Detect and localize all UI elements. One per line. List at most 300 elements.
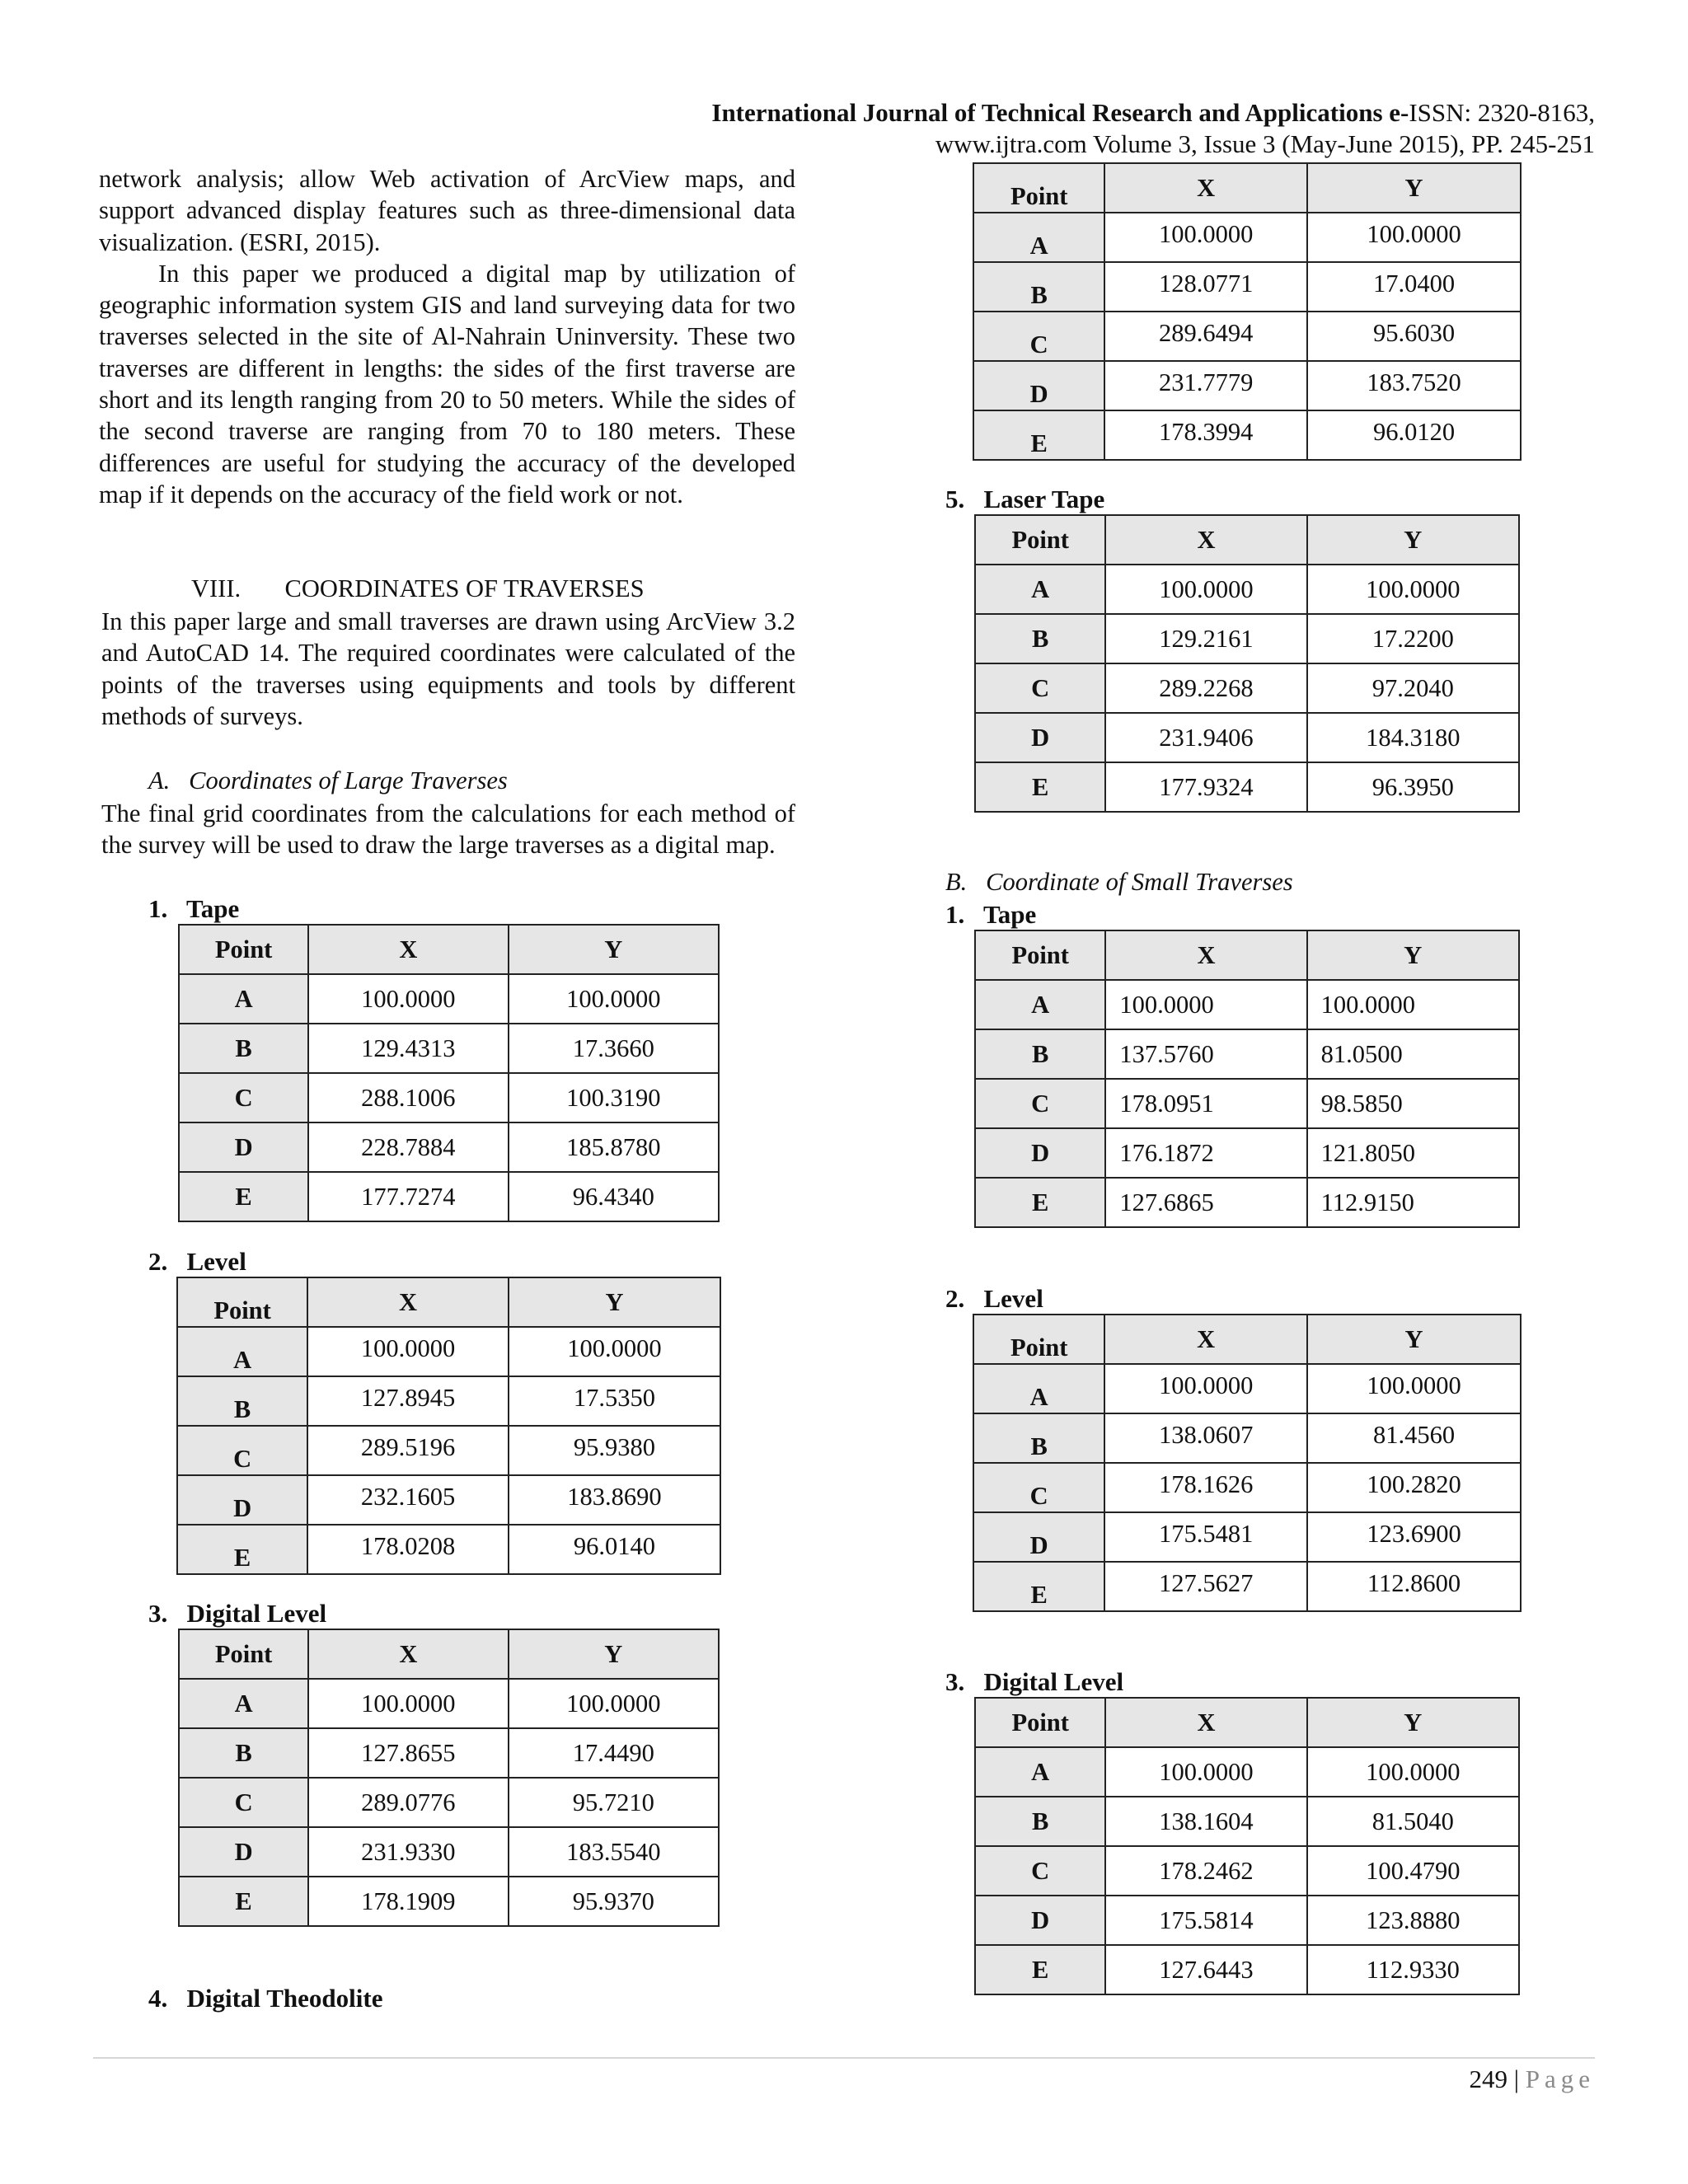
table-row: [179, 1024, 719, 1073]
coordinate-value: 228.7884: [361, 1132, 456, 1161]
label-large-level: 2. Level: [148, 1247, 246, 1276]
column-header-y: [1307, 930, 1519, 980]
point-cell: [975, 1128, 1105, 1178]
point-cell: [177, 1426, 307, 1475]
point-label: C: [1031, 1856, 1050, 1885]
point-label: C: [234, 1083, 253, 1112]
y-value-cell: [1307, 1364, 1521, 1413]
point-label: A: [1031, 574, 1050, 603]
y-value-cell: [1307, 213, 1521, 262]
x-value-cell: [1104, 410, 1307, 460]
y-value-cell: [509, 1327, 720, 1376]
y-value-cell: [1307, 1797, 1519, 1846]
left-column-text-top: [99, 163, 795, 510]
coordinate-value: 138.1604: [1159, 1807, 1254, 1835]
coordinate-value: 289.2268: [1159, 673, 1254, 702]
coordinate-value: 98.5850: [1320, 1089, 1403, 1118]
column-header-y: [1307, 515, 1519, 565]
y-value-cell: [1307, 1512, 1521, 1562]
table-row: [973, 1562, 1521, 1611]
coordinate-value: 123.8880: [1366, 1905, 1461, 1934]
point-cell: [179, 1728, 308, 1778]
coordinate-value: 185.8780: [566, 1132, 661, 1161]
x-value-cell: [308, 1024, 508, 1073]
column-header-y: [1307, 1698, 1519, 1747]
table-row: [179, 1122, 719, 1172]
column-header-x: [1105, 515, 1306, 565]
column-header-label: Y: [604, 1639, 623, 1668]
journal-title: International Journal of Technical Research and Applications e-: [711, 98, 1409, 127]
x-value-cell: [1105, 1846, 1306, 1896]
y-value-cell: [1307, 262, 1521, 312]
column-header-point: [177, 1277, 307, 1327]
table-row: [179, 1778, 719, 1827]
coordinate-value: 183.8690: [567, 1483, 662, 1511]
point-cell: [177, 1525, 307, 1574]
y-value-cell: [1307, 1846, 1519, 1896]
y-value-cell: [1307, 713, 1519, 762]
point-label: C: [234, 1788, 253, 1816]
y-value-cell: [509, 1426, 720, 1475]
coordinate-value: 183.5540: [566, 1837, 661, 1866]
label-large-digital-theodolite: 4. Digital Theodolite: [148, 1984, 383, 2013]
x-value-cell: [1104, 262, 1307, 312]
y-value-cell: [1307, 1413, 1521, 1463]
coordinate-value: 100.0000: [566, 984, 661, 1013]
column-header-point: [975, 1698, 1105, 1747]
coordinate-value: 95.7210: [572, 1788, 654, 1816]
coordinate-value: 100.0000: [1159, 574, 1254, 603]
column-header-label: Point: [1011, 940, 1069, 969]
point-cell: [975, 1896, 1105, 1945]
coordinate-value: 100.0000: [361, 1689, 456, 1718]
table-row: [973, 312, 1521, 361]
left-column-text-lower: [101, 798, 795, 861]
column-header-x: [308, 925, 508, 974]
column-header-x: [307, 1277, 509, 1327]
y-value-cell: [1307, 980, 1519, 1029]
x-value-cell: [308, 1827, 508, 1877]
column-header-point: [179, 925, 308, 974]
x-value-cell: [1105, 762, 1306, 812]
point-cell: [973, 361, 1104, 410]
y-value-cell: [1307, 1945, 1519, 1994]
section-number: VIII.: [191, 574, 241, 602]
coordinate-value: 289.6494: [1159, 319, 1254, 347]
coordinate-value: 100.0000: [567, 1334, 662, 1362]
point-label: E: [233, 1543, 251, 1572]
coordinate-value: 17.0400: [1372, 269, 1456, 298]
column-header-label: X: [399, 1287, 418, 1316]
paragraph-1: network analysis; allow Web activation of ArcView maps, and support advanced display features such as three-dimensional data visualization. (ESRI, 2015).: [99, 165, 795, 256]
coordinate-value: 289.0776: [361, 1788, 456, 1816]
x-value-cell: [1105, 1747, 1306, 1797]
coordinate-value: 178.0208: [360, 1532, 456, 1560]
coordinate-value: 231.9406: [1159, 723, 1254, 752]
point-label: A: [233, 1345, 252, 1374]
x-value-cell: [1105, 663, 1306, 713]
x-value-cell: [1105, 1945, 1306, 1994]
coordinate-value: 17.5350: [573, 1384, 656, 1412]
coordinate-value: 112.9330: [1366, 1955, 1460, 1984]
table-row: [179, 1172, 719, 1221]
column-header-y: [1307, 163, 1521, 213]
page-separator: |: [1513, 2064, 1519, 2093]
table-row: [973, 262, 1521, 312]
y-value-cell: [509, 1679, 719, 1728]
y-value-cell: [1307, 762, 1519, 812]
x-value-cell: [1105, 1029, 1306, 1079]
label-large-tape: 1. Tape: [148, 894, 240, 923]
y-value-cell: [1307, 565, 1519, 614]
column-header-label: Point: [1010, 1333, 1068, 1361]
coordinate-value: 175.5814: [1159, 1905, 1254, 1934]
point-label: B: [233, 1394, 251, 1423]
coordinate-value: 127.8945: [360, 1384, 456, 1412]
point-cell: [975, 762, 1105, 812]
table-header-row: [179, 1629, 719, 1679]
table-row: [973, 1512, 1521, 1562]
coordinate-value: 100.0000: [566, 1689, 661, 1718]
x-value-cell: [1105, 614, 1306, 663]
y-value-cell: [509, 1827, 719, 1877]
point-cell: [179, 1024, 308, 1073]
coordinate-value: 183.7520: [1367, 368, 1461, 396]
section-heading-viii: [191, 574, 645, 603]
coordinate-value: 121.8050: [1320, 1138, 1415, 1167]
coordinate-value: 231.7779: [1159, 368, 1254, 396]
coordinate-value: 184.3180: [1366, 723, 1461, 752]
column-header-point: [973, 1315, 1104, 1364]
point-cell: [975, 663, 1105, 713]
x-value-cell: [308, 1172, 508, 1221]
subsection-a-title: Coordinates of Large Traverses: [189, 766, 508, 794]
point-label: A: [1031, 990, 1050, 1019]
table-row: [975, 1747, 1519, 1797]
coordinate-value: 100.0000: [1320, 990, 1415, 1019]
page-number-value: 249: [1469, 2064, 1508, 2093]
column-header-label: X: [399, 935, 418, 963]
point-label: E: [1030, 429, 1048, 457]
coordinate-value: 127.5627: [1159, 1569, 1254, 1597]
section-title: COORDINATES OF TRAVERSES: [284, 574, 645, 602]
y-value-cell: [509, 1525, 720, 1574]
x-value-cell: [1105, 1178, 1306, 1227]
coordinate-value: 289.5196: [360, 1433, 456, 1461]
y-value-cell: [509, 1073, 719, 1122]
coordinate-value: 95.9380: [573, 1433, 656, 1461]
label-small-level: 2. Level: [945, 1284, 1043, 1313]
subsection-b-title: Coordinate of Small Traverses: [986, 868, 1293, 896]
coordinate-value: 175.5481: [1159, 1520, 1254, 1548]
point-label: A: [1031, 1757, 1050, 1786]
x-value-cell: [1105, 1797, 1306, 1846]
point-label: C: [1031, 673, 1050, 702]
x-value-cell: [1104, 1512, 1307, 1562]
footer-rule: [93, 2057, 1595, 2059]
coordinate-value: 178.0951: [1119, 1089, 1214, 1118]
point-cell: [179, 974, 308, 1024]
point-label: D: [234, 1837, 253, 1866]
paragraph-3: In this paper large and small traverses are drawn using ArcView 3.2 and AutoCAD 14. The required coordinates were calculated of the points of the traverses using equipments and tools by different methods of surveys.: [101, 607, 795, 730]
point-cell: [973, 1413, 1104, 1463]
column-header-label: Point: [213, 1296, 271, 1324]
table-row: [179, 1073, 719, 1122]
column-header-point: [179, 1629, 308, 1679]
coordinate-value: 129.2161: [1159, 624, 1254, 653]
point-label: E: [1032, 1188, 1049, 1216]
point-label: B: [1030, 280, 1048, 309]
y-value-cell: [1307, 312, 1521, 361]
coordinate-value: 178.1626: [1159, 1470, 1254, 1498]
left-column-text-mid: [101, 606, 795, 732]
table-row: [179, 974, 719, 1024]
y-value-cell: [1307, 1896, 1519, 1945]
point-cell: [975, 1029, 1105, 1079]
column-header-point: [973, 163, 1104, 213]
coordinate-value: 96.0120: [1372, 418, 1456, 446]
point-cell: [177, 1475, 307, 1525]
x-value-cell: [1104, 312, 1307, 361]
coordinate-value: 231.9330: [361, 1837, 456, 1866]
y-value-cell: [1307, 1029, 1519, 1079]
coordinate-value: 176.1872: [1119, 1138, 1214, 1167]
column-header-label: Y: [1404, 940, 1423, 969]
table-row: [973, 1364, 1521, 1413]
column-header-label: Point: [1011, 1708, 1069, 1736]
point-cell: [973, 410, 1104, 460]
coordinate-value: 123.6900: [1367, 1520, 1461, 1548]
coordinate-value: 81.5040: [1372, 1807, 1454, 1835]
subsection-b-heading: [945, 868, 1293, 897]
coordinate-value: 100.0000: [1159, 1371, 1254, 1399]
point-cell: [179, 1073, 308, 1122]
coordinate-value: 96.4340: [572, 1182, 654, 1211]
y-value-cell: [509, 1778, 719, 1827]
point-label: E: [1032, 772, 1049, 801]
column-header-x: [1105, 1698, 1306, 1747]
point-label: A: [234, 984, 253, 1013]
table-header-row: [975, 1698, 1519, 1747]
table-row: [177, 1376, 720, 1426]
y-value-cell: [1307, 614, 1519, 663]
column-header-label: Y: [605, 1287, 624, 1316]
point-cell: [973, 1463, 1104, 1512]
journal-header-line-2: www.ijtra.com Volume 3, Issue 3 (May-June 2015), PP. 245-251: [935, 129, 1595, 158]
table-small-digital-level: [974, 1697, 1520, 1995]
table-row: [975, 565, 1519, 614]
point-label: D: [1031, 1905, 1050, 1934]
column-header-label: X: [1197, 1324, 1216, 1353]
table-header-row: [179, 925, 719, 974]
x-value-cell: [308, 1728, 508, 1778]
column-header-label: Y: [1404, 1324, 1423, 1353]
page-number: [1470, 2064, 1595, 2094]
y-value-cell: [509, 1122, 719, 1172]
coordinate-value: 128.0771: [1159, 269, 1254, 298]
coordinate-value: 100.0000: [361, 984, 456, 1013]
y-value-cell: [1307, 410, 1521, 460]
point-label: E: [235, 1886, 252, 1915]
column-header-label: X: [399, 1639, 418, 1668]
coordinate-value: 100.4790: [1366, 1856, 1461, 1885]
point-label: B: [1032, 624, 1049, 653]
point-cell: [179, 1122, 308, 1172]
coordinate-value: 81.4560: [1372, 1421, 1456, 1449]
point-label: D: [1031, 723, 1050, 752]
y-value-cell: [509, 1877, 719, 1926]
journal-issn: ISSN: 2320-8163,: [1409, 98, 1595, 127]
x-value-cell: [308, 1073, 508, 1122]
x-value-cell: [1104, 361, 1307, 410]
table-small-tape: [974, 930, 1520, 1228]
point-cell: [975, 980, 1105, 1029]
x-value-cell: [308, 1122, 508, 1172]
subsection-b-letter: B.: [945, 868, 968, 896]
column-header-y: [509, 1277, 720, 1327]
coordinate-value: 232.1605: [360, 1483, 456, 1511]
column-header-x: [1105, 930, 1306, 980]
x-value-cell: [1104, 1413, 1307, 1463]
coordinate-value: 96.0140: [573, 1532, 656, 1560]
table-header-row: [973, 163, 1521, 213]
coordinate-value: 100.0000: [360, 1334, 456, 1362]
x-value-cell: [307, 1426, 509, 1475]
point-cell: [973, 1562, 1104, 1611]
y-value-cell: [509, 1376, 720, 1426]
label-small-digital-level: 3. Digital Level: [945, 1667, 1124, 1696]
y-value-cell: [509, 1024, 719, 1073]
point-label: B: [1030, 1432, 1048, 1460]
column-header-label: Y: [1404, 173, 1423, 202]
y-value-cell: [1307, 1747, 1519, 1797]
coordinate-value: 96.3950: [1372, 772, 1454, 801]
point-cell: [973, 1512, 1104, 1562]
y-value-cell: [509, 1475, 720, 1525]
label-large-laser-tape: 5. Laser Tape: [945, 485, 1105, 513]
coordinate-value: 127.8655: [361, 1738, 456, 1767]
point-label: C: [1029, 330, 1048, 359]
point-label: E: [1032, 1955, 1049, 1984]
point-cell: [975, 713, 1105, 762]
table-row: [179, 1679, 719, 1728]
table-small-level: [973, 1314, 1522, 1612]
column-header-y: [509, 925, 719, 974]
y-value-cell: [1307, 1562, 1521, 1611]
x-value-cell: [1104, 1562, 1307, 1611]
point-label: B: [235, 1033, 252, 1062]
page-word: Page: [1525, 2064, 1595, 2093]
x-value-cell: [1104, 213, 1307, 262]
coordinate-value: 288.1006: [361, 1083, 456, 1112]
subsection-a-letter: A.: [148, 766, 171, 794]
coordinate-value: 138.0607: [1159, 1421, 1254, 1449]
table-row: [973, 361, 1521, 410]
column-header-point: [975, 930, 1105, 980]
coordinate-value: 17.4490: [572, 1738, 654, 1767]
table-large-level: [176, 1277, 721, 1575]
coordinate-value: 17.3660: [572, 1033, 654, 1062]
point-cell: [975, 565, 1105, 614]
table-large-digital-level: [178, 1629, 720, 1927]
coordinate-value: 100.0000: [1367, 1371, 1461, 1399]
point-label: A: [1029, 1382, 1048, 1411]
coordinate-value: 127.6865: [1119, 1188, 1214, 1216]
point-label: B: [235, 1738, 252, 1767]
table-header-row: [975, 515, 1519, 565]
table-row: [177, 1426, 720, 1475]
table-row: [975, 1797, 1519, 1846]
point-label: D: [233, 1493, 252, 1522]
table-row: [177, 1327, 720, 1376]
table-row: [973, 1413, 1521, 1463]
table-row: [975, 762, 1519, 812]
column-header-y: [1307, 1315, 1521, 1364]
coordinate-value: 97.2040: [1372, 673, 1454, 702]
point-label: D: [1031, 1138, 1050, 1167]
x-value-cell: [307, 1376, 509, 1426]
subsection-a-heading: [148, 766, 508, 795]
coordinate-value: 100.0000: [1366, 1757, 1461, 1786]
paragraph-4: The final grid coordinates from the calculations for each method of the survey will be used to draw the large traverses as a digital map.: [101, 799, 795, 860]
x-value-cell: [1105, 1896, 1306, 1945]
table-large-digital-theodolite: [973, 162, 1522, 461]
x-value-cell: [307, 1475, 509, 1525]
column-header-label: Y: [1404, 1708, 1423, 1736]
column-header-label: Point: [214, 935, 273, 963]
coordinate-value: 100.0000: [1119, 990, 1214, 1019]
point-cell: [973, 312, 1104, 361]
table-row: [975, 1846, 1519, 1896]
column-header-point: [975, 515, 1105, 565]
table-row: [179, 1728, 719, 1778]
y-value-cell: [1307, 361, 1521, 410]
coordinate-value: 95.9370: [572, 1886, 654, 1915]
point-label: D: [1029, 1530, 1048, 1559]
coordinate-value: 95.6030: [1372, 319, 1456, 347]
column-header-x: [1104, 1315, 1307, 1364]
coordinate-value: 177.7274: [361, 1182, 456, 1211]
column-header-label: X: [1197, 940, 1216, 969]
coordinate-value: 177.9324: [1159, 772, 1254, 801]
point-label: B: [1032, 1807, 1049, 1835]
table-row: [975, 1079, 1519, 1128]
point-cell: [973, 1364, 1104, 1413]
point-cell: [179, 1778, 308, 1827]
table-row: [973, 410, 1521, 460]
coordinate-value: 178.2462: [1159, 1856, 1254, 1885]
y-value-cell: [1307, 1079, 1519, 1128]
table-row: [177, 1525, 720, 1574]
column-header-x: [308, 1629, 508, 1679]
column-header-label: Point: [214, 1639, 273, 1668]
column-header-y: [509, 1629, 719, 1679]
y-value-cell: [1307, 663, 1519, 713]
table-large-tape: [178, 924, 720, 1222]
table-row: [975, 1178, 1519, 1227]
table-row: [177, 1475, 720, 1525]
table-large-laser-tape: [974, 514, 1520, 813]
table-row: [975, 1945, 1519, 1994]
x-value-cell: [1105, 565, 1306, 614]
coordinate-value: 100.0000: [1367, 220, 1461, 248]
column-header-label: X: [1197, 173, 1216, 202]
point-cell: [177, 1376, 307, 1426]
column-header-label: Y: [604, 935, 623, 963]
point-cell: [973, 213, 1104, 262]
column-header-label: Y: [1404, 525, 1423, 554]
table-row: [973, 213, 1521, 262]
